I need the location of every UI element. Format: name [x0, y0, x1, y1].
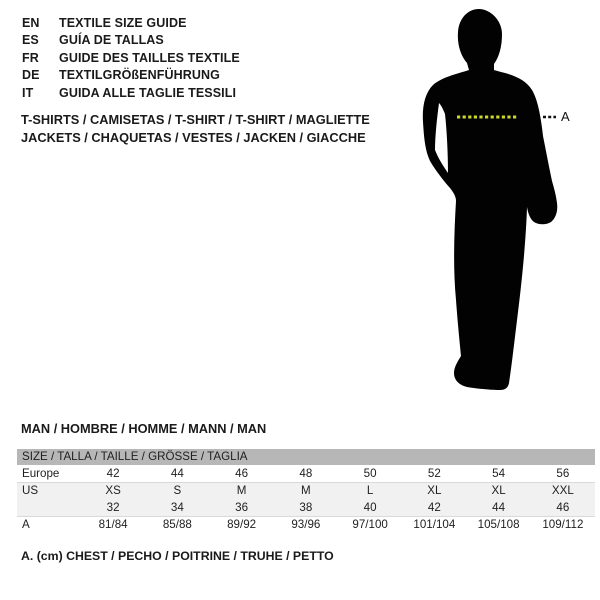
section-title-man: MAN / HOMBRE / HOMME / MANN / MAN [21, 421, 267, 436]
language-row [22, 50, 240, 67]
table-cell: 109/112 [542, 518, 584, 532]
table-cell: 34 [145, 499, 209, 516]
table-cell: 44 [467, 499, 531, 516]
table-cell: 44 [145, 465, 209, 482]
measurement-label-a: A [561, 109, 570, 124]
table-row [17, 499, 595, 516]
man-silhouette-body [423, 9, 557, 390]
language-row [22, 67, 240, 84]
table-cell: S [145, 482, 209, 499]
table-cell: 46 [210, 465, 274, 482]
table-cell: 42 [81, 465, 145, 482]
table-cell: 46 [531, 499, 595, 516]
table-cell: 97/100 [352, 518, 388, 532]
table-cell: 56 [531, 465, 595, 482]
table-cell: M [274, 482, 338, 499]
table-row [17, 516, 595, 533]
language-title: GUIDE DES TAILLES TEXTILE [59, 50, 240, 65]
language-code: ES [22, 33, 39, 48]
language-title: GUIDA ALLE TAGLIE TESSILI [59, 85, 237, 100]
table-row [17, 482, 595, 499]
table-cell: 93/96 [291, 518, 321, 532]
table-row [17, 465, 595, 482]
table-cell: 52 [402, 465, 466, 482]
table-cell: 32 [81, 499, 145, 516]
language-title: GUÍA DE TALLAS [59, 33, 164, 48]
table-cell: 40 [338, 499, 402, 516]
language-title: TEXTILE SIZE GUIDE [59, 16, 187, 30]
category-lines [21, 111, 370, 147]
size-table-header-row [17, 449, 595, 465]
language-code: EN [22, 16, 40, 30]
language-code: DE [22, 68, 40, 83]
table-cell: 36 [210, 499, 274, 516]
language-row [22, 85, 240, 102]
size-table-body [17, 465, 595, 533]
table-cell: XXL [531, 482, 595, 499]
table-cell: XS [81, 482, 145, 499]
table-cell: 101/104 [413, 518, 456, 532]
table-cell: 42 [402, 499, 466, 516]
table-cell: 85/88 [162, 518, 192, 532]
language-row [22, 32, 240, 49]
table-cell: XL [467, 482, 531, 499]
category-jackets: JACKETS / CHAQUETAS / VESTES / JACKEN / GIACCHE [21, 130, 366, 145]
table-cell: 105/108 [477, 518, 520, 532]
table-cell: 48 [274, 465, 338, 482]
table-cell: 81/84 [98, 518, 128, 532]
row-label [17, 499, 81, 516]
table-cell: 89/92 [227, 518, 257, 532]
man-figure [395, 0, 600, 410]
category-tshirts: T-SHIRTS / CAMISETAS / T-SHIRT / T-SHIRT / MAGLIETTE [21, 112, 370, 127]
language-list [22, 15, 240, 102]
row-label: Europe [17, 465, 81, 482]
table-cell: 38 [274, 499, 338, 516]
language-row [22, 15, 240, 32]
table-cell: L [338, 482, 402, 499]
size-table [17, 449, 595, 533]
language-code: FR [22, 50, 39, 65]
language-code: IT [22, 85, 34, 100]
table-cell: XL [402, 482, 466, 499]
man-silhouette-icon [395, 0, 600, 410]
table-cell: M [210, 482, 274, 499]
footnote-chest: A. (cm) CHEST / PECHO / POITRINE / TRUHE / PETTO [21, 549, 334, 563]
size-table-header: SIZE / TALLA / TAILLE / GRÖSSE / TAGLIA [17, 449, 595, 465]
table-cell: 50 [338, 465, 402, 482]
table-cell: 54 [467, 465, 531, 482]
row-label: US [17, 482, 81, 499]
row-label: A [22, 518, 30, 532]
language-title: TEXTILGRÖßENFÜHRUNG [59, 68, 220, 83]
